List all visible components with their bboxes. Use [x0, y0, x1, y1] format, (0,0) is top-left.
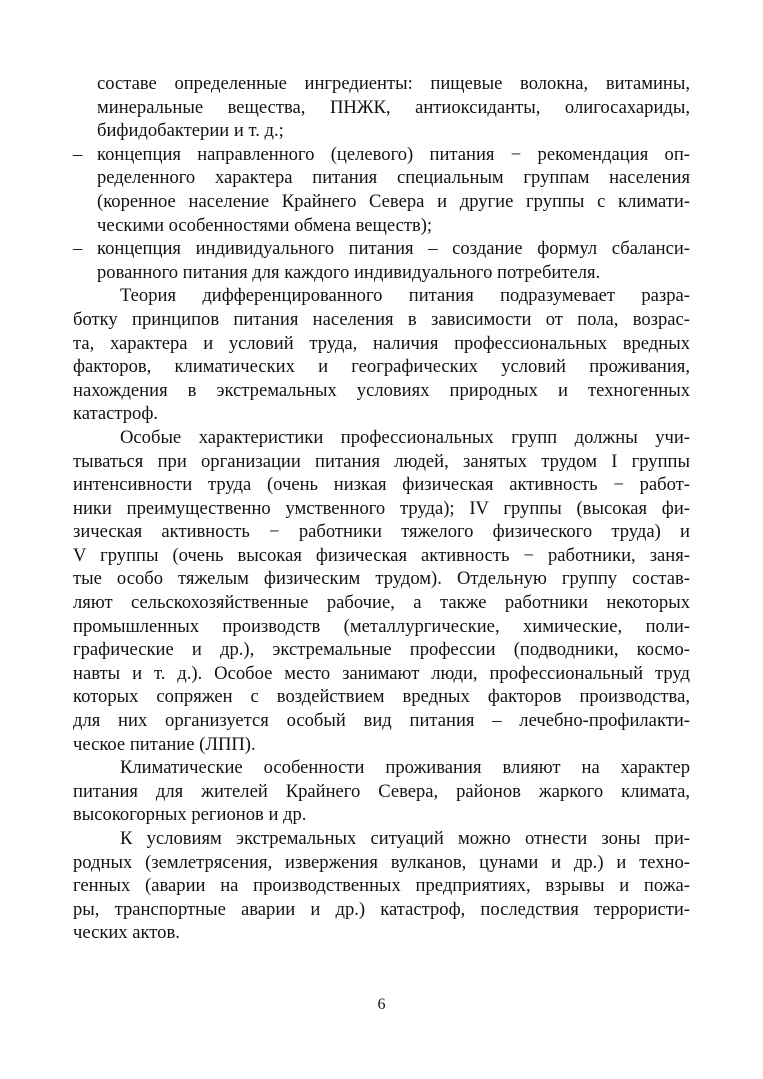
text-line: интенсивности труда (очень низкая физическая активность − работ-: [73, 474, 690, 496]
text-line: генных (аварии на производственных предприятиях, взрывы и пожа-: [73, 875, 690, 897]
text-line: ляют сельскохозяйственные рабочие, а также работники некоторых: [73, 592, 690, 614]
text-line: ческих актов.: [73, 922, 180, 944]
text-line: [73, 143, 690, 167]
bullet-item-individual-nutrition: [73, 237, 690, 284]
text-line: тываться при организации питания людей, занятых трудом I группы: [73, 450, 690, 472]
text-line-content: концепция индивидуального питания – создание формул сбаланси-: [97, 238, 690, 260]
text-line: нахождения в экстремальных условиях природных и техногенных: [73, 379, 690, 401]
bullet-item-targeted-nutrition: [73, 143, 690, 237]
paragraph-professional-groups: [73, 426, 690, 756]
text-line: тые особо тяжелым физическим трудом). Отдельную группу состав-: [73, 568, 690, 590]
text-line: для них организуется особый вид питания – лечебно-профилакти-: [73, 710, 690, 732]
text-line: та, характера и условий труда, наличия профессиональных вредных: [73, 332, 690, 354]
text-line: ческими особенностями обмена веществ);: [97, 214, 433, 236]
text-line: факторов, климатических и географических условий проживания,: [73, 356, 690, 378]
text-line: промышленных производств (металлургические, химические, поли-: [73, 615, 690, 637]
text-line: высокогорных регионов и др.: [73, 804, 307, 826]
bullet-continuation: [73, 72, 690, 143]
text-line: составе определенные ингредиенты: пищевые волокна, витамины,: [97, 73, 690, 94]
page-body: [73, 72, 690, 945]
text-line: навты и т. д.). Особое место занимают люди, профессиональный труд: [73, 662, 690, 684]
list-dash-marker: –: [73, 143, 83, 165]
text-line: родных (землетрясения, извержения вулканов, цунами и др.) и техно-: [73, 851, 690, 873]
paragraph-climatic-features: [73, 756, 690, 827]
paragraph-differentiated-nutrition: [73, 284, 690, 426]
text-line: К условиям экстремальных ситуаций можно отнести зоны при-: [120, 828, 690, 849]
text-line: минеральные вещества, ПНЖК, антиоксиданты, олигосахариды,: [97, 96, 690, 118]
text-line: графические и др.), экстремальные профессии (подводники, космо-: [73, 639, 690, 661]
text-line: ботку принципов питания населения в зависимости от пола, возрас-: [73, 308, 690, 330]
text-line: ры, транспортные аварии и др.) катастроф, последствия террористи-: [73, 898, 690, 920]
page-number: 6: [377, 996, 386, 1013]
text-line: Теория дифференцированного питания подразумевает разра-: [120, 285, 690, 307]
text-line: катастроф.: [73, 403, 159, 425]
text-line: питания для жителей Крайнего Севера, районов жаркого климата,: [73, 780, 690, 802]
text-line: которых сопряжен с воздействием вредных факторов производства,: [73, 686, 690, 708]
text-line: (коренное население Крайнего Севера и другие группы с климати-: [97, 190, 690, 212]
text-line: зическая активность − работники тяжелого физического труда) и: [73, 521, 690, 543]
text-line: ческое питание (ЛПП).: [73, 733, 256, 755]
list-dash-marker: –: [73, 238, 83, 260]
text-line: [73, 237, 690, 261]
text-line: Особые характеристики профессиональных групп должны учи-: [120, 426, 690, 448]
text-line: Климатические особенности проживания влияют на характер: [120, 757, 690, 779]
text-line: V группы (очень высокая физическая активность − работники, заня-: [73, 544, 690, 566]
text-line: рованного питания для каждого индивидуального потребителя.: [97, 261, 601, 283]
text-line: бифидобактерии и т. д.;: [97, 120, 284, 142]
text-line: ники преимущественно умственного труда); IV группы (высокая фи-: [73, 497, 690, 519]
paragraph-extreme-situations: [73, 827, 690, 945]
text-line-content: концепция направленного (целевого) питания − рекомендация оп-: [97, 143, 690, 165]
text-line: ределенного характера питания специальным группам населения: [97, 167, 690, 189]
